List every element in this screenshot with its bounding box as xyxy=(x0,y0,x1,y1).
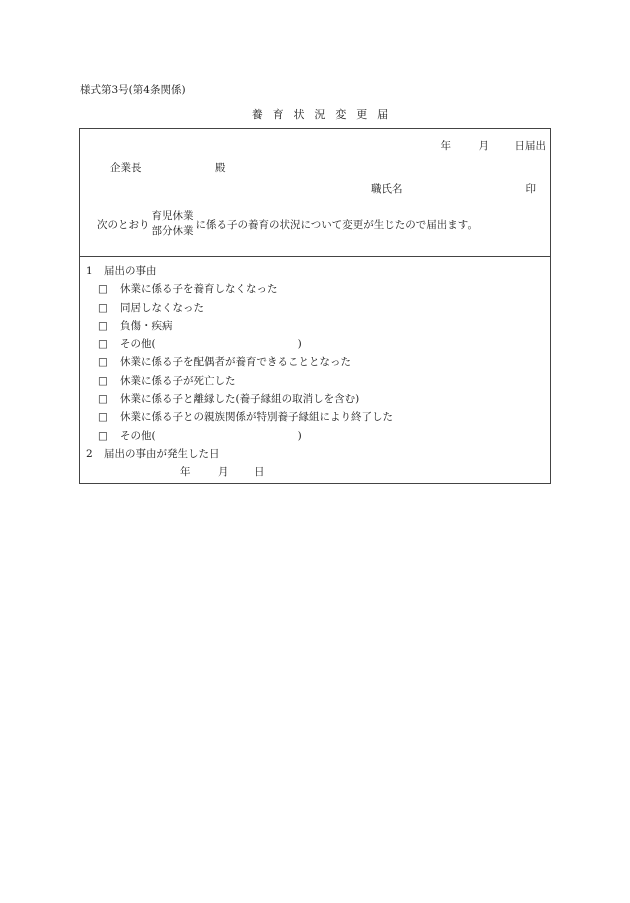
recipient-suffix: 殿 xyxy=(215,162,226,174)
section-1-title: 届出の事由 xyxy=(104,265,157,277)
reason-label: 負傷・疾病 xyxy=(120,319,173,332)
checkbox-icon[interactable]: □ xyxy=(98,319,108,332)
checkbox-icon[interactable]: □ xyxy=(98,356,108,369)
form-title: 養育状況変更届 xyxy=(251,108,399,121)
reason-item-other[interactable] xyxy=(86,427,393,445)
date-year-label: 年 xyxy=(440,140,451,152)
date-day-label: 日届出 xyxy=(514,140,546,152)
reason-label: 休業に係る子を養育しなくなった xyxy=(120,283,278,296)
section-1-number: 1 xyxy=(86,265,93,277)
leave-type-options xyxy=(152,209,194,239)
date-month-label: 月 xyxy=(478,140,489,152)
sentence-suffix: に係る子の養育の状況について変更が生じたので届出ます。 xyxy=(195,218,478,231)
occurrence-date xyxy=(86,463,393,481)
reason-label: 休業に係る子との親族関係が特別養子縁組により終了した xyxy=(120,411,393,424)
occurrence-year-label: 年 xyxy=(180,466,191,479)
occurrence-day-label: 日 xyxy=(254,466,265,479)
occurrence-month-label: 月 xyxy=(218,466,229,479)
reason-item[interactable] xyxy=(86,408,393,426)
reason-label: 休業に係る子が死亡した xyxy=(120,374,236,387)
reason-label: その他( xyxy=(120,429,156,442)
reason-item[interactable] xyxy=(86,317,393,335)
submission-date xyxy=(441,138,547,153)
reason-item[interactable] xyxy=(86,353,393,371)
reason-label: 休業に係る子を配偶者が養育できることとなった xyxy=(120,356,351,369)
name-label: 職氏名 xyxy=(371,183,403,195)
recipient-name: 企業長 xyxy=(110,162,142,174)
reason-item[interactable] xyxy=(86,280,393,298)
other-close-paren: ) xyxy=(297,429,302,442)
section-divider xyxy=(80,256,550,257)
reason-item-other[interactable] xyxy=(86,335,393,353)
form-box xyxy=(79,128,551,484)
section-1-heading xyxy=(86,262,393,280)
checkbox-icon[interactable]: □ xyxy=(98,429,108,442)
option-partial-leave: 部分休業 xyxy=(151,225,194,237)
option-childcare-leave: 育児休業 xyxy=(151,210,194,222)
notice-sentence xyxy=(97,209,478,239)
reason-label: その他( xyxy=(120,338,156,351)
other-close-paren: ) xyxy=(297,338,302,351)
reason-item[interactable] xyxy=(86,390,393,408)
section-2-number: 2 xyxy=(86,447,93,460)
seal-mark: 印 xyxy=(525,183,536,195)
checkbox-icon[interactable]: □ xyxy=(98,393,108,406)
reason-label: 休業に係る子と離縁した(養子縁組の取消しを含む) xyxy=(120,393,360,406)
checkbox-icon[interactable]: □ xyxy=(98,301,108,314)
reason-label: 同居しなくなった xyxy=(120,301,204,314)
checkbox-icon[interactable]: □ xyxy=(98,411,108,424)
section-2-heading xyxy=(86,445,393,463)
reason-item[interactable] xyxy=(86,372,393,390)
reason-item[interactable] xyxy=(86,299,393,317)
section-2-title: 届出の事由が発生した日 xyxy=(104,447,220,460)
checkbox-icon[interactable]: □ xyxy=(98,338,108,351)
reasons-section xyxy=(86,262,393,482)
form-number: 様式第3号(第4条関係) xyxy=(80,84,186,96)
checkbox-icon[interactable]: □ xyxy=(98,283,108,296)
checkbox-icon[interactable]: □ xyxy=(98,374,108,387)
sentence-prefix: 次のとおり xyxy=(97,218,150,231)
